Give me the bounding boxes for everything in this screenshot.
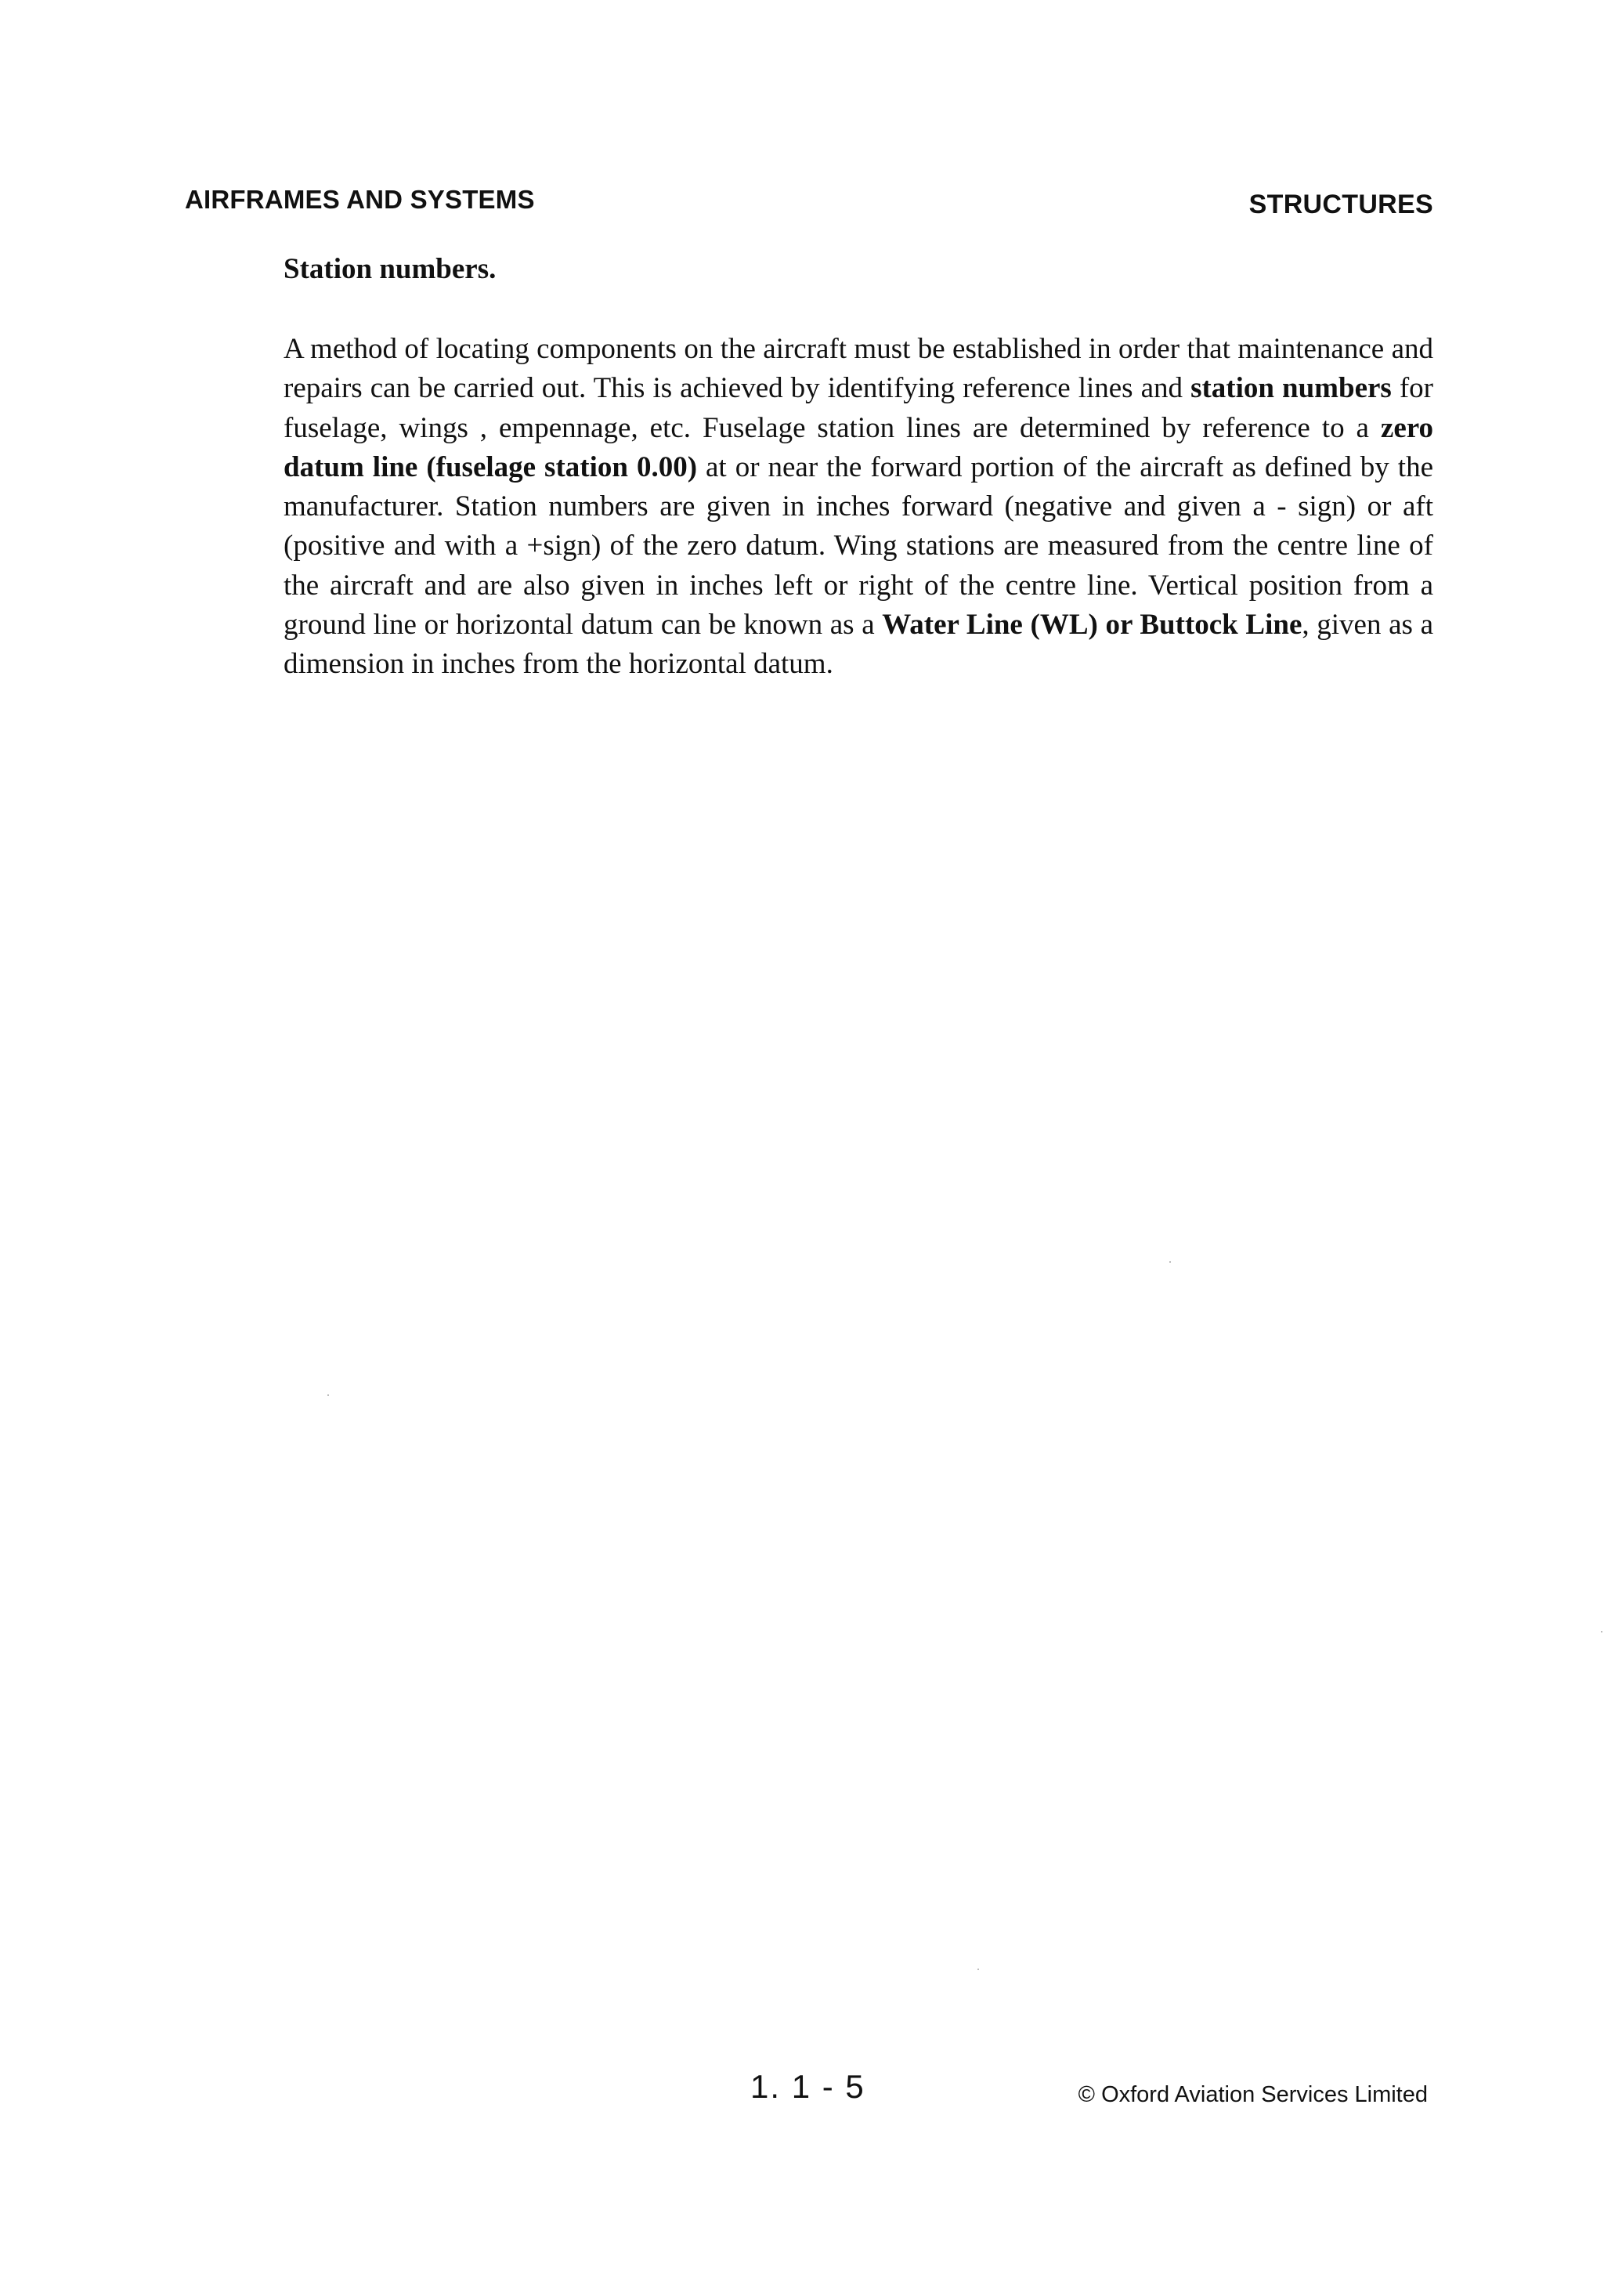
scan-speck bbox=[1601, 1631, 1602, 1633]
running-header-chapter: AIRFRAMES AND SYSTEMS bbox=[185, 185, 535, 214]
scan-speck bbox=[977, 1969, 979, 1970]
page-number: 1. 1 - 5 bbox=[750, 2068, 865, 2105]
copyright-notice: © Oxford Aviation Services Limited bbox=[1078, 2082, 1428, 2107]
paragraph-bold-term: Water Line (WL) or Buttock Line bbox=[882, 609, 1302, 642]
body-paragraph bbox=[284, 330, 1433, 685]
paragraph-text-run: A method of locating components on the aircraft must be established in order that maintenance and repairs can be carried out. This is achieved by identifying reference lines and bbox=[284, 333, 1433, 405]
paragraph-text-run: at or near the forward portion of the aircraft as defined by the manufacturer. Station numbers are given in inches forward (negative and given a - sign) or aft (positive and with a +sign) of the zero datum. Wing stations are measured from the centre line of the aircraft and are also given in inches left or right of the centre line. Vertical position from a ground line or horizontal datum can be known as a bbox=[284, 450, 1433, 642]
paragraph-text-run: for fuselage, wings , empennage, etc. Fuselage station lines are determined by reference to a bbox=[284, 372, 1433, 444]
running-header-section: STRUCTURES bbox=[1248, 190, 1433, 219]
paragraph-text-run: , given as a dimension in inches from the horizontal datum. bbox=[284, 609, 1434, 681]
paragraph-bold-term: station numbers bbox=[1190, 372, 1392, 405]
scan-speck bbox=[1169, 1261, 1171, 1263]
paragraph-bold-term: zero datum line (fuselage station 0.00) bbox=[284, 411, 1433, 483]
scan-speck bbox=[327, 1394, 329, 1396]
section-heading: Station numbers. bbox=[284, 253, 497, 285]
